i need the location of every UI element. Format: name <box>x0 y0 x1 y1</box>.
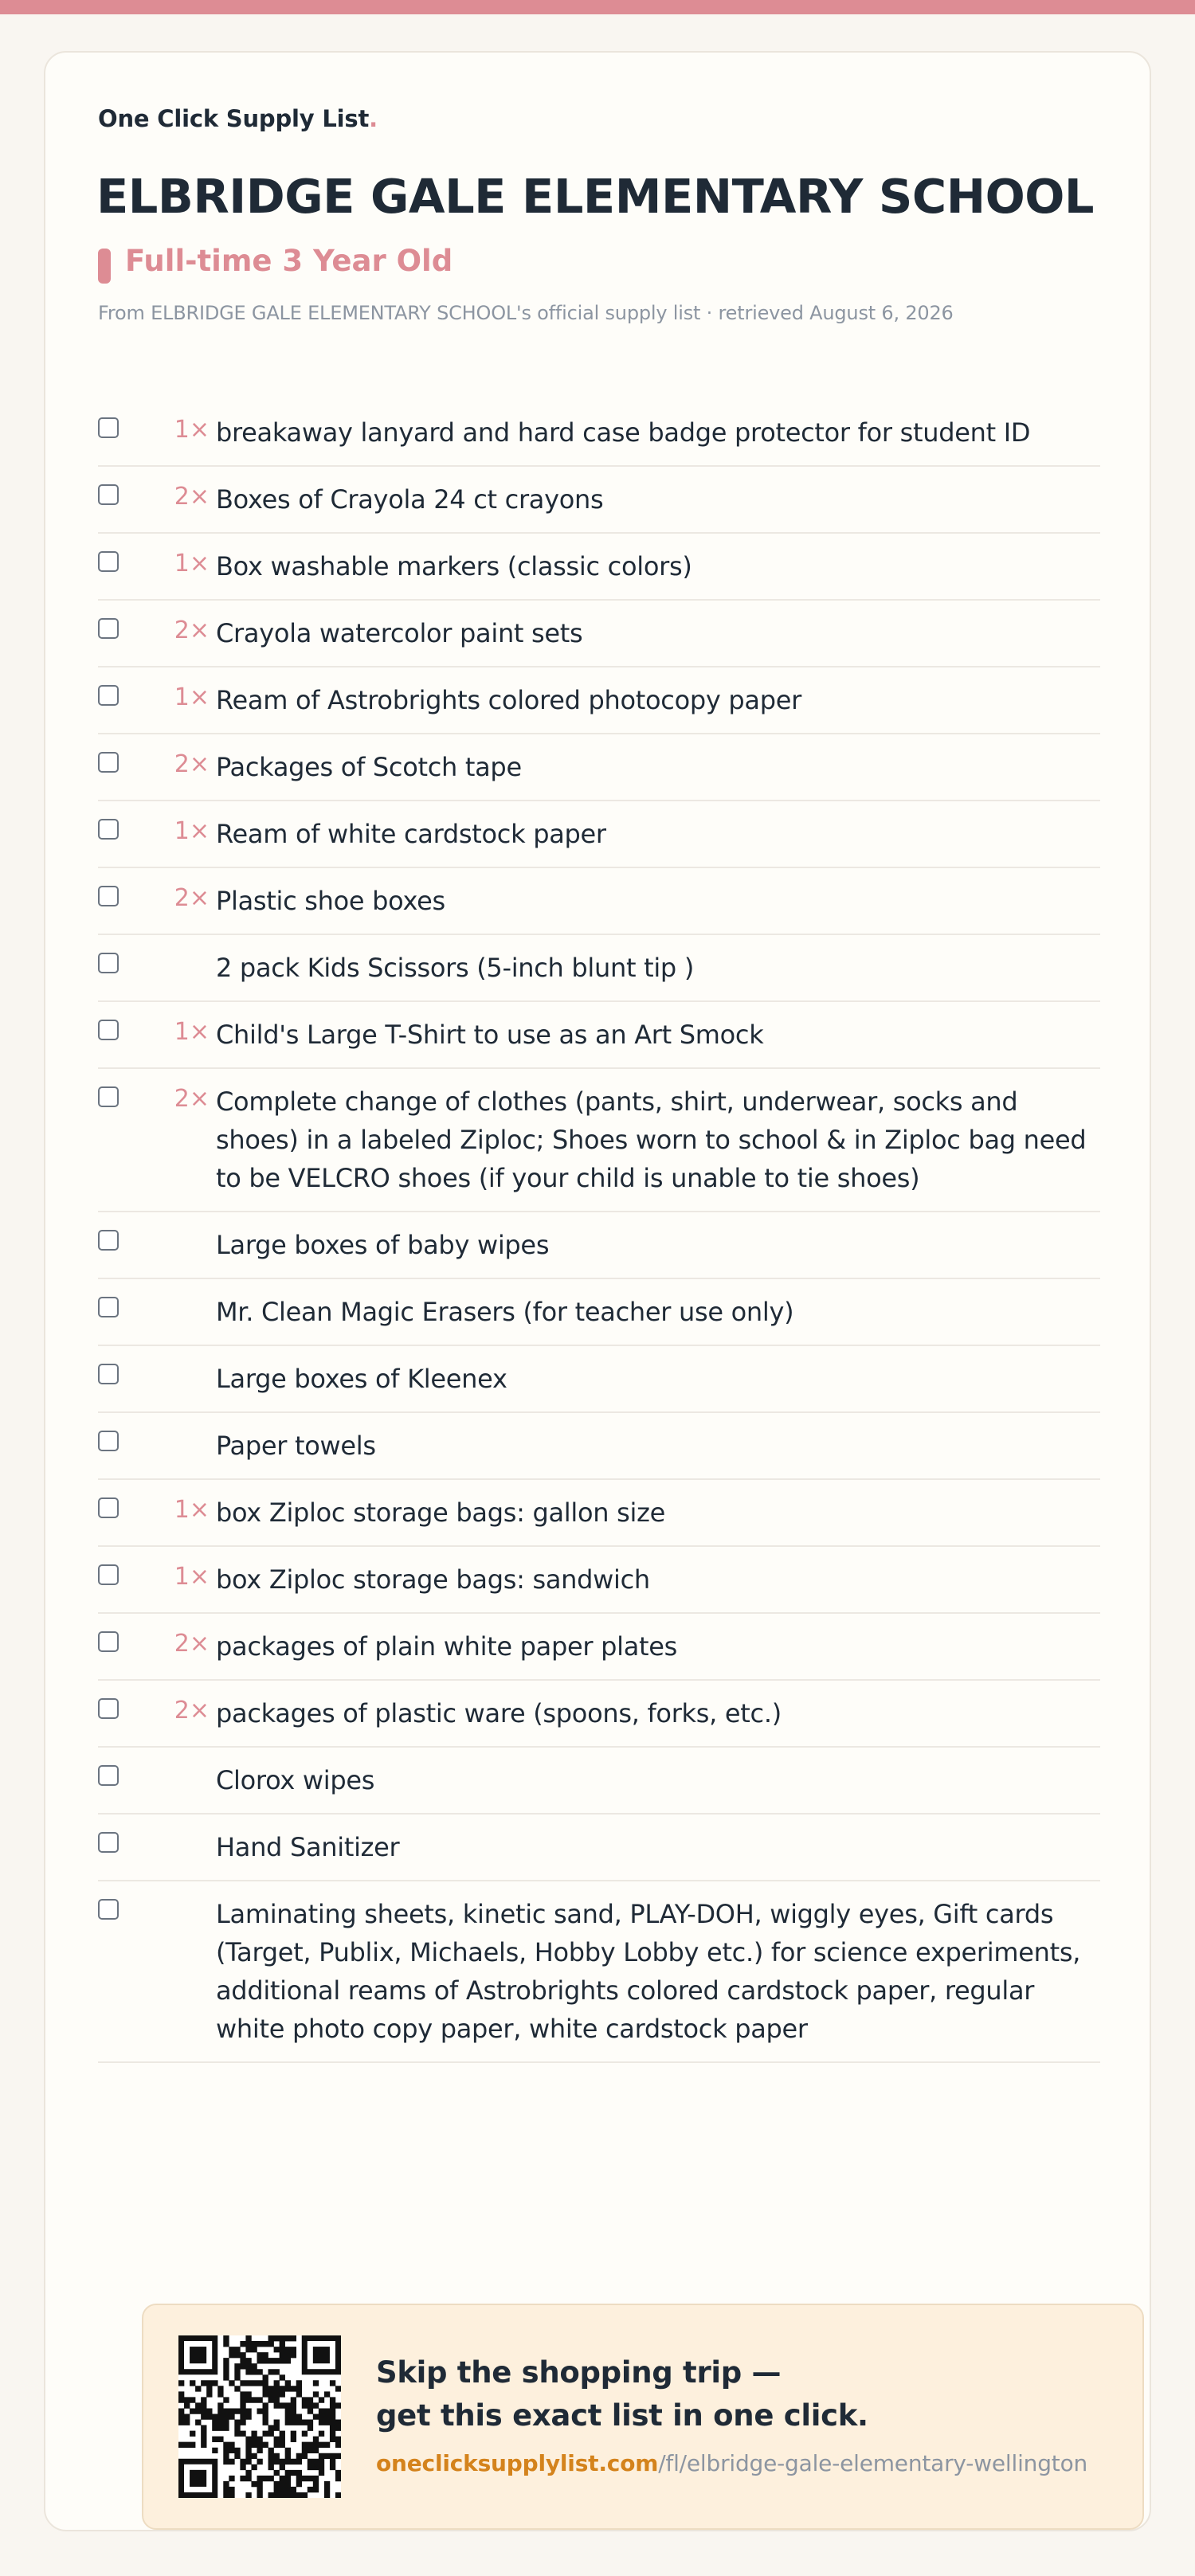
item-quantity: 2× <box>174 884 210 912</box>
list-item[interactable] <box>98 1480 1100 1547</box>
promo-headline-line1: Skip the shopping trip — <box>376 2355 782 2390</box>
item-checkbox[interactable] <box>98 1899 119 1920</box>
list-item[interactable] <box>98 1681 1100 1748</box>
item-checkbox[interactable] <box>98 1086 119 1107</box>
item-checkbox[interactable] <box>98 1765 119 1786</box>
list-item[interactable] <box>98 1815 1100 1881</box>
item-quantity: 2× <box>174 750 210 778</box>
item-text: Crayola watercolor paint sets <box>216 618 583 648</box>
item-quantity: 1× <box>174 1563 210 1591</box>
item-checkbox[interactable] <box>98 1020 119 1040</box>
item-checkbox[interactable] <box>98 685 119 706</box>
brand-label: One Click Supply List <box>98 105 370 132</box>
item-text: Plastic shoe boxes <box>216 886 445 916</box>
brand-name[interactable] <box>98 105 378 132</box>
item-checkbox[interactable] <box>98 1297 119 1317</box>
supply-items-list <box>98 400 1100 2063</box>
item-quantity: 1× <box>174 817 210 845</box>
item-checkbox[interactable] <box>98 819 119 840</box>
list-item[interactable] <box>98 667 1100 734</box>
item-text: Ream of white cardstock paper <box>216 819 606 849</box>
list-item[interactable] <box>98 1002 1100 1069</box>
grade-label: Full-time 3 Year Old <box>125 244 453 278</box>
list-item[interactable] <box>98 1748 1100 1815</box>
grade-marker <box>98 249 111 284</box>
list-item[interactable] <box>98 1279 1100 1346</box>
item-checkbox[interactable] <box>98 551 119 572</box>
list-item[interactable] <box>98 1614 1100 1681</box>
item-checkbox[interactable] <box>98 886 119 906</box>
school-title: ELBRIDGE GALE ELEMENTARY SCHOOL <box>96 169 1094 224</box>
item-checkbox[interactable] <box>98 752 119 773</box>
item-text: Large boxes of baby wipes <box>216 1230 550 1260</box>
item-quantity: 1× <box>174 683 210 711</box>
list-item[interactable] <box>98 801 1100 868</box>
item-text: packages of plain white paper plates <box>216 1631 678 1662</box>
item-text: Box washable markers (classic colors) <box>216 551 692 581</box>
item-checkbox[interactable] <box>98 1832 119 1853</box>
list-item[interactable] <box>98 1212 1100 1279</box>
item-text: Packages of Scotch tape <box>216 752 522 782</box>
item-quantity: 2× <box>174 1085 210 1113</box>
list-item[interactable] <box>98 400 1100 467</box>
item-text: Laminating sheets, kinetic sand, PLAY-DOH, wiggly eyes, Gift cards (Target, Publix, Michaels, Hobby Lobby etc.) for science experiments, additional reams of Astrobrights colored cardstock paper, regular white photo copy paper, white cardstock paper <box>216 1899 1081 2044</box>
list-item[interactable] <box>98 1881 1100 2063</box>
list-item[interactable] <box>98 1069 1100 1212</box>
list-item[interactable] <box>98 1346 1100 1413</box>
item-checkbox[interactable] <box>98 618 119 639</box>
item-quantity: 2× <box>174 1630 210 1658</box>
promo-headline-line2: get this exact list in one click. <box>376 2398 868 2433</box>
item-quantity: 2× <box>174 483 210 511</box>
item-checkbox[interactable] <box>98 1431 119 1451</box>
qr-code-icon[interactable] <box>178 2335 341 2498</box>
list-item[interactable] <box>98 1547 1100 1614</box>
item-text: Mr. Clean Magic Erasers (for teacher use only) <box>216 1297 794 1327</box>
list-item[interactable] <box>98 601 1100 667</box>
list-item[interactable] <box>98 734 1100 801</box>
promo-box <box>142 2304 1144 2530</box>
item-text: 2 pack Kids Scissors (5-inch blunt tip ) <box>216 953 695 983</box>
item-text: Ream of Astrobrights colored photocopy paper <box>216 685 801 715</box>
promo-link-path: /fl/elbridge-gale-elementary-wellington <box>658 2450 1088 2476</box>
item-quantity: 2× <box>174 617 210 644</box>
item-checkbox[interactable] <box>98 1564 119 1585</box>
item-checkbox[interactable] <box>98 1230 119 1251</box>
brand-dot: . <box>369 105 378 132</box>
item-text: box Ziploc storage bags: sandwich <box>216 1564 650 1595</box>
item-checkbox[interactable] <box>98 417 119 438</box>
item-text: box Ziploc storage bags: gallon size <box>216 1497 665 1528</box>
item-quantity: 1× <box>174 416 210 444</box>
item-checkbox[interactable] <box>98 1497 119 1518</box>
item-checkbox[interactable] <box>98 1364 119 1384</box>
item-text: Child's Large T-Shirt to use as an Art Smock <box>216 1020 764 1050</box>
item-quantity: 1× <box>174 550 210 577</box>
item-text: Paper towels <box>216 1431 376 1461</box>
item-checkbox[interactable] <box>98 1631 119 1652</box>
top-accent-bar <box>0 0 1195 14</box>
list-item[interactable] <box>98 1413 1100 1480</box>
item-text: Hand Sanitizer <box>216 1832 400 1862</box>
item-checkbox[interactable] <box>98 953 119 973</box>
list-item[interactable] <box>98 868 1100 935</box>
promo-headline <box>376 2351 868 2437</box>
item-quantity: 1× <box>174 1018 210 1046</box>
item-text: Boxes of Crayola 24 ct crayons <box>216 484 604 515</box>
supply-list-card <box>44 51 1151 2531</box>
promo-link[interactable] <box>376 2450 1087 2476</box>
item-quantity: 1× <box>174 1496 210 1524</box>
promo-link-domain: oneclicksupplylist.com <box>376 2450 659 2476</box>
item-checkbox[interactable] <box>98 1698 119 1719</box>
item-text: breakaway lanyard and hard case badge protector for student ID <box>216 417 1031 448</box>
item-text: Complete change of clothes (pants, shirt, underwear, socks and shoes) in a labeled Ziploc; Shoes worn to school & in Ziploc bag need to be VELCRO shoes (if your child is unable to tie shoes) <box>216 1086 1087 1193</box>
item-text: packages of plastic ware (spoons, forks, etc.) <box>216 1698 782 1728</box>
item-text: Large boxes of Kleenex <box>216 1364 507 1394</box>
list-item[interactable] <box>98 467 1100 534</box>
list-item[interactable] <box>98 534 1100 601</box>
item-checkbox[interactable] <box>98 484 119 505</box>
item-quantity: 2× <box>174 1697 210 1725</box>
source-note: From ELBRIDGE GALE ELEMENTARY SCHOOL's official supply list · retrieved August 6, 2026 <box>98 302 954 324</box>
list-item[interactable] <box>98 935 1100 1002</box>
item-text: Clorox wipes <box>216 1765 375 1795</box>
